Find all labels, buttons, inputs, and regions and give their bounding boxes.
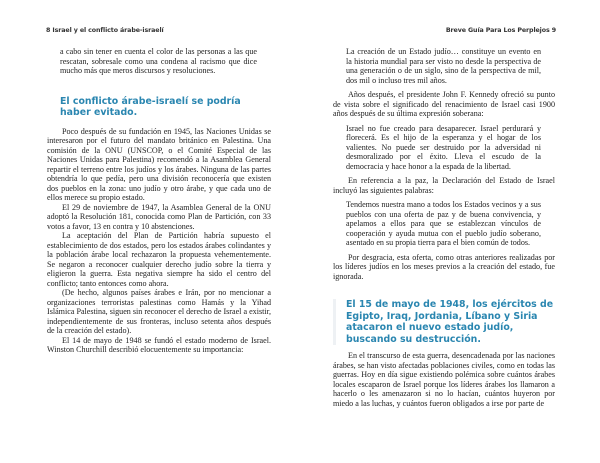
section-heading: El conflicto árabe-israelí se podría haber evitado. (60, 95, 241, 118)
body-paragraph: El 29 de noviembre de 1947, la Asamblea General de la ONU adoptó la Resolución 181, conocida como Plan de Partición, con 33 votos a favor, 13 en contra y 10 abstenciones. (47, 202, 271, 231)
body-paragraph: En el transcurso de esta guerra, desencadenada por las naciones árabes, se han visto afectadas poblaciones civiles, como en todas las guerras. Hoy en día sigue existiendo polémica sobre cuántos árabes locales escaparon de Israel porque los líderes árabes los llamaron a hacerlo o les amenazaron si no lo hacían, cuántos huyeron por miedo a las luchas, y cuántos fueron obligados a irse por parte de (333, 351, 555, 408)
section-heading: El 15 de mayo de 1948, los ejércitos de Egipto, Iraq, Jordania, Líbano y Siria atacaron el nuevo estado judío, buscando su destrucción. (333, 299, 555, 345)
continuation-quote: a cabo sin tener en cuenta el color de las personas a las que rescatan, sobresale como una condena al racismo que dice mucho más que meros discursos y resoluciones. (60, 47, 257, 75)
body-paragraph: (De hecho, algunos países árabes e Irán, por no mencionar a organizaciones terroristas palestinas como Hamás y la Yihad Islámica Palestina, siguen sin reconocer el derecho de Israel a existir, independientemente de sus fronteras, incluso setenta años después de la creación del estado). (47, 288, 271, 335)
left-text-column (47, 47, 271, 355)
body-paragraph: La aceptación del Plan de Partición habría supuesto el establecimiento de dos estados, pero los estados árabes colindantes y la población árabe local rechazaron la propuesta vehementemente. Se negaron a reconocer cualquier derecho judío sobre la tierra y eligieron la guerra. Esta negativa siempre ha sido el centro del conflicto; tanto entonces como ahora. (47, 231, 271, 288)
body-paragraph: Por desgracia, esta oferta, como otras anteriores realizadas por los líderes judíos en los meses previos a la creación del estado, fue ignorada. (333, 252, 555, 281)
body-paragraph: En referencia a la paz, la Declaración del Estado de Israel incluyó las siguientes palabras: (333, 176, 555, 195)
declaration-quote: Tendemos nuestra mano a todos los Estados vecinos y a sus pueblos con una oferta de paz y de buena convivencia, y apelamos a ellos para que se establezcan vínculos de cooperación y ayuda mutua con el pueblo judío soberano, asentado en su propia tierra para el bien común de todos. (346, 200, 541, 247)
running-head-left: 8 Israel y el conflicto árabe-israelí (46, 27, 164, 34)
right-text-column (333, 47, 555, 408)
running-head-right: Breve Guía Para Los Perplejos 9 (445, 27, 556, 34)
churchill-quote: La creación de un Estado judío… constituye un evento en la historia mundial para ser visto no desde la perspectiva de una generación o de un siglo, sino de la perspectiva de mil, dos mil o incluso tres mil años. (346, 47, 541, 85)
body-paragraph: El 14 de mayo de 1948 se fundó el estado moderno de Israel. Winston Churchill describió elocuentemente su importancia: (47, 335, 271, 354)
body-paragraph: Años después, el presidente John F. Kennedy ofreció su punto de vista sobre el significado del renacimiento de Israel casi 1900 años después de su última expresión soberana: (333, 90, 555, 118)
right-page (300, 0, 600, 463)
body-paragraph: Poco después de su fundación en 1945, las Naciones Unidas se interesaron por el futuro del mandato británico en Palestina. Una comisión de la ONU (UNSCOP, o el Comité Especial de las Naciones Unidas para Palestina) recomendó a la Asamblea General repartir el terreno entre los judíos y los árabes. Ninguna de las partes obtendría lo que pedía, pero una división reconocería que existen dos pueblos en la zona: uno judío y otro árabe, y que cada uno de ellos merece su propio estado. (47, 126, 271, 202)
kennedy-quote: Israel no fue creado para desaparecer. Israel perdurará y florecerá. Es el hijo de la esperanza y el hogar de los valientes. No puede ser destruido por la adversidad ni desmoralizado por el éxito. Lleva el escudo de la democracia y hace honor a la espada de la libertad. (346, 123, 541, 171)
